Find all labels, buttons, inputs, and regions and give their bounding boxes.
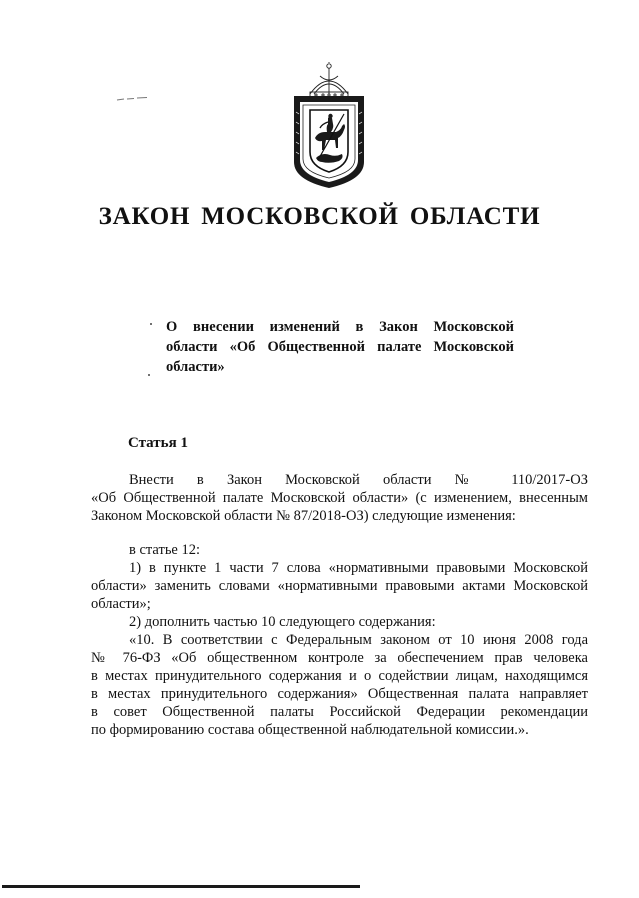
quote-line: № 76-ФЗ «Об общественном контроле за обеспечением прав человека: [91, 650, 588, 666]
item-line: 2) дополнить частью 10 следующего содержания:: [129, 614, 436, 630]
section-intro: в статье 12:: [129, 542, 201, 558]
paragraph-line: «Об Общественной палате Московской области» (с изменением, внесенным: [91, 490, 588, 506]
law-subject-line: О внесении изменений в Закон Московской: [166, 319, 514, 335]
law-subject: [166, 317, 514, 377]
quote-line: в местах принудительного содержания» Общественная палата направляет: [91, 686, 588, 702]
scan-speck: [150, 323, 152, 325]
paragraph-gap: [91, 525, 588, 541]
quote-line: в местах принудительного содержания и о содействии лицам, находящимся: [91, 668, 588, 684]
scan-speck: [148, 374, 150, 376]
article-heading: Статья 1: [128, 435, 188, 451]
paragraph-line: Законом Московской области № 87/2018-ОЗ) следующие изменения:: [91, 508, 516, 524]
coat-of-arms-icon: [284, 62, 374, 192]
law-subject-line: области»: [166, 359, 225, 375]
item-line: 1) в пункте 1 части 7 слова «нормативными правовыми Московской: [129, 560, 588, 576]
item-line: области» заменить словами «нормативными правовыми актами Московской: [91, 578, 588, 594]
item-line: области»;: [91, 596, 151, 612]
quote-line: по формированию состава общественной наблюдательной комиссии.».: [91, 722, 529, 738]
law-title: ЗАКОН МОСКОВСКОЙ ОБЛАСТИ: [98, 203, 541, 230]
quote-line: «10. В соответствии с Федеральным законом от 10 июня 2008 года: [129, 632, 588, 648]
scan-artifact-mark: [116, 96, 148, 102]
paragraph-line: Внести в Закон Московской области № 110/2017-ОЗ: [129, 472, 588, 488]
article-body: [91, 471, 588, 739]
bottom-rule: [2, 885, 360, 888]
law-subject-line: области «Об Общественной палате Московской: [166, 339, 514, 355]
quote-line: в совет Общественной палаты Российской Федерации рекомендации: [91, 704, 588, 720]
